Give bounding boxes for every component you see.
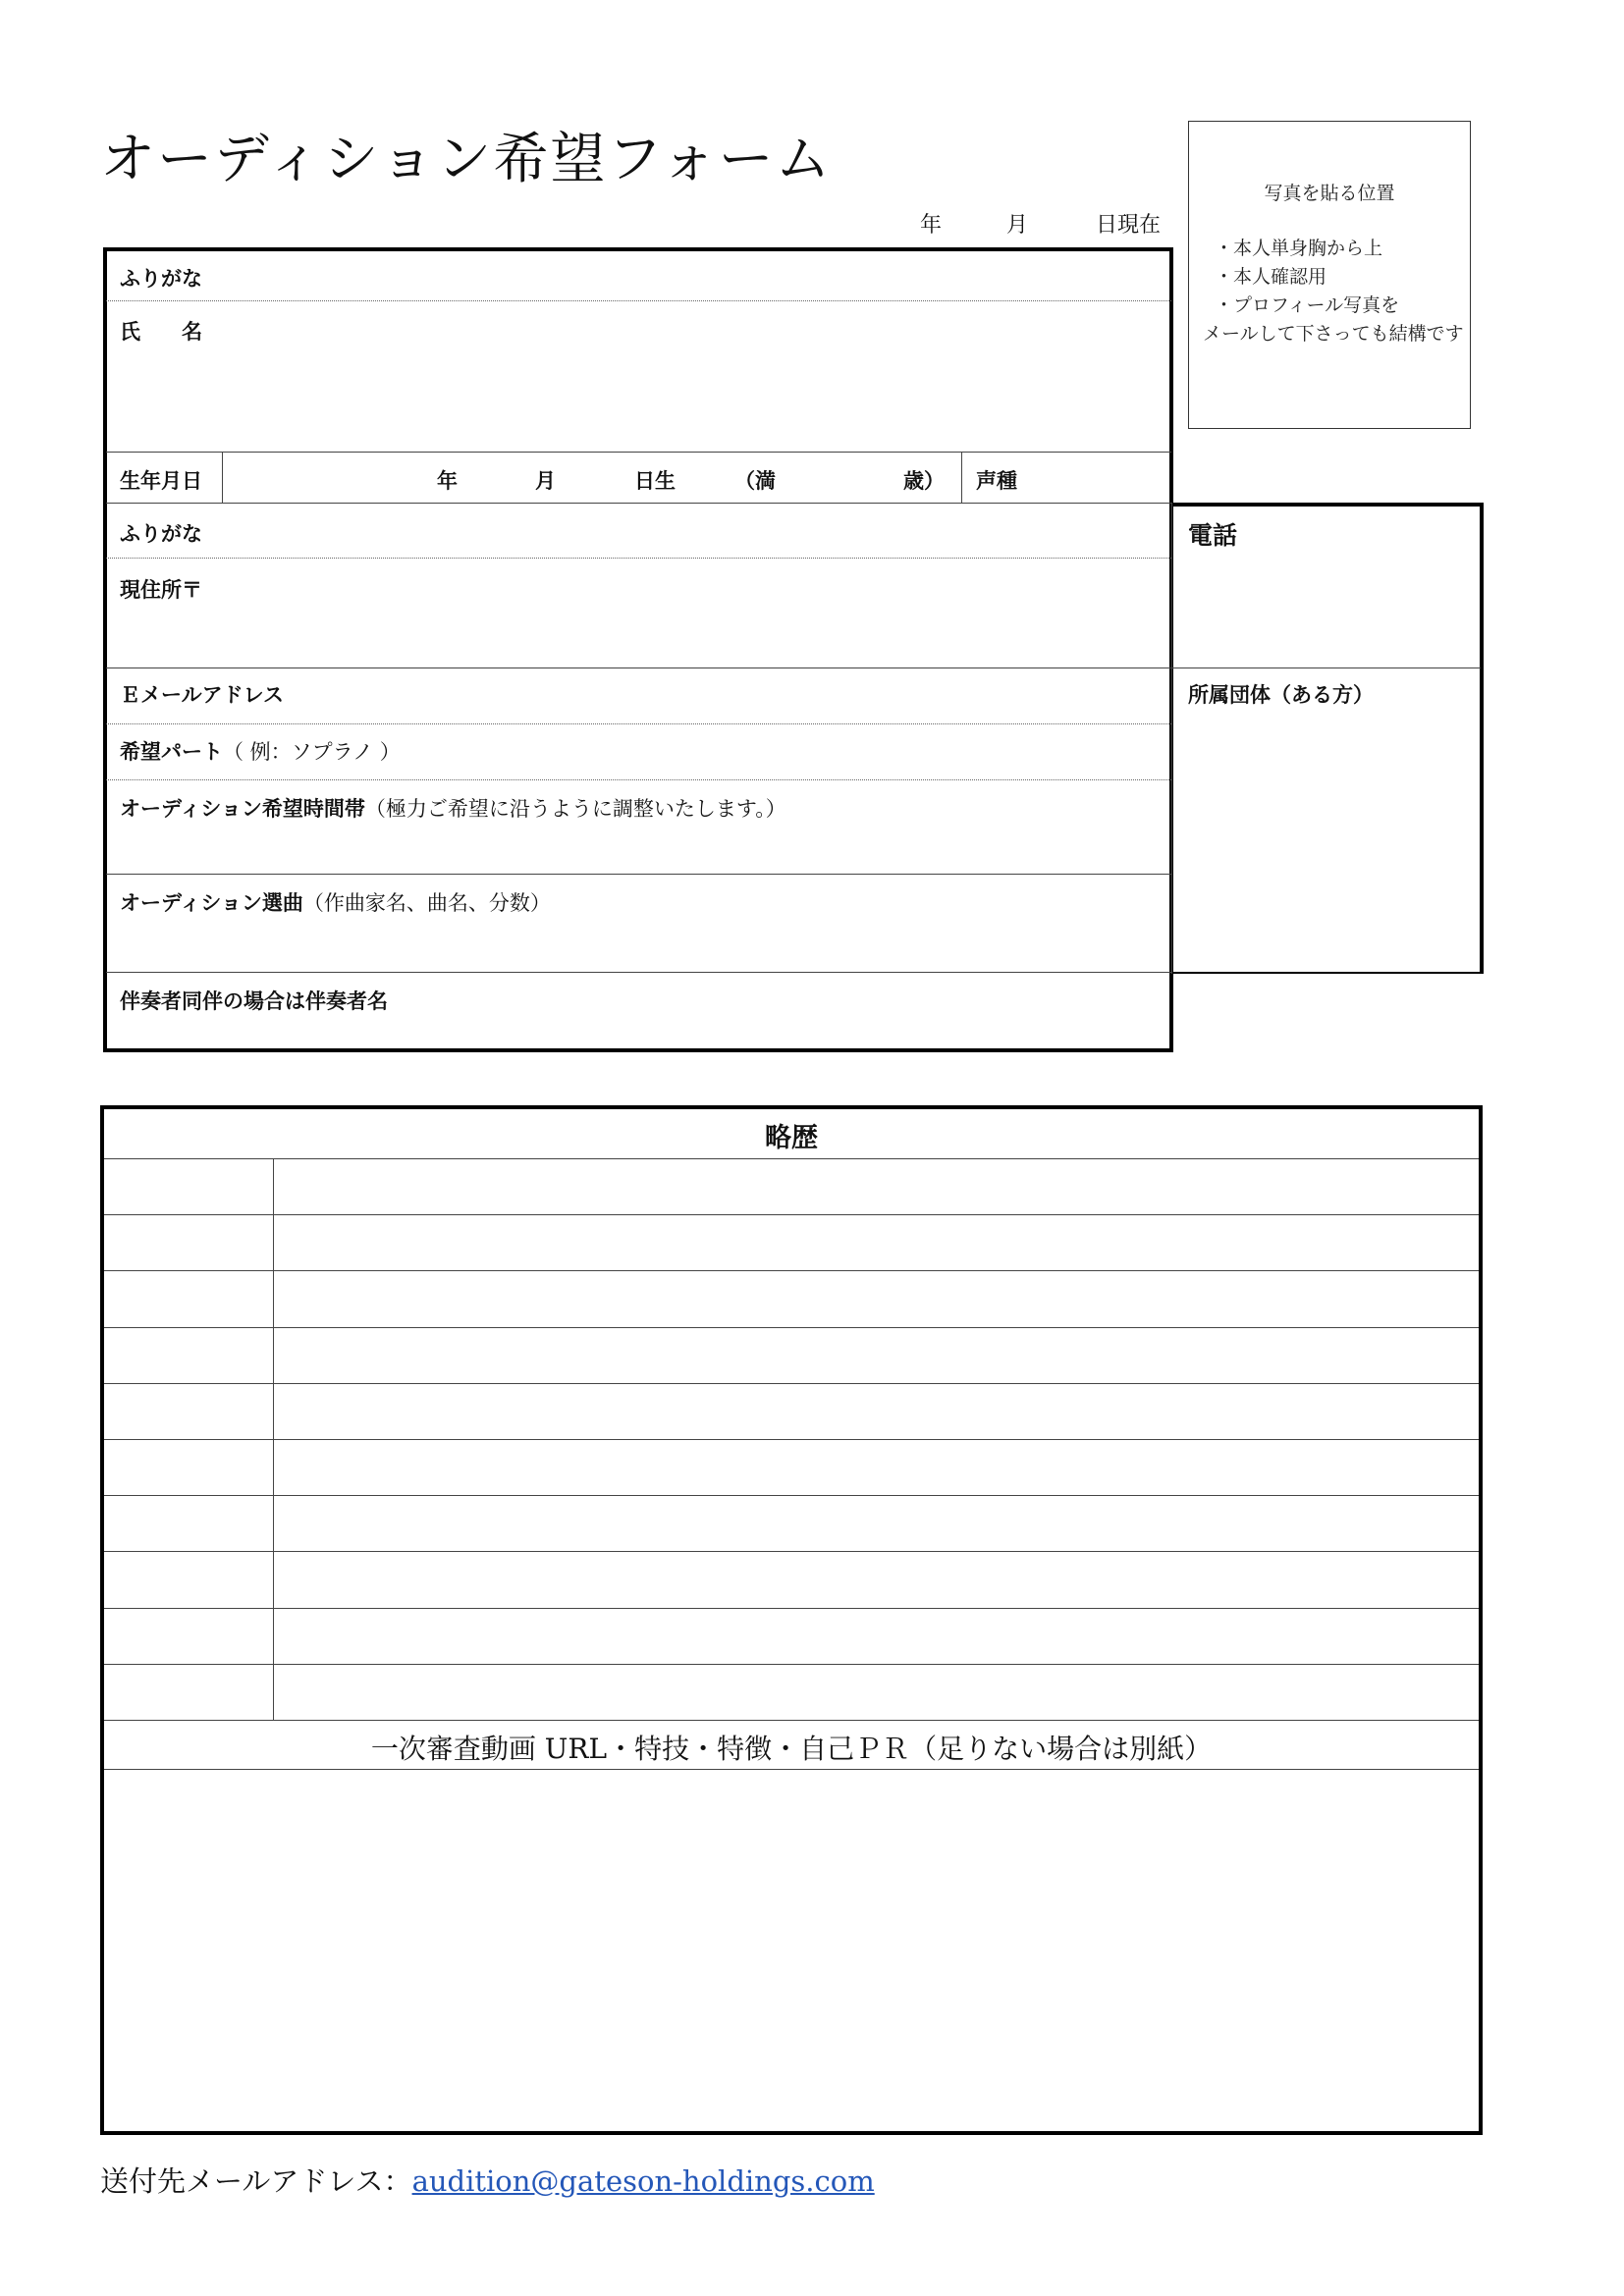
song-label-text: オーディション選曲 (120, 891, 303, 915)
history-entry-cell[interactable] (279, 1499, 1473, 1547)
row-divider (106, 874, 1171, 875)
age-open-label: （満 (734, 469, 776, 493)
row-divider (106, 972, 1171, 973)
affiliation-input[interactable] (1178, 711, 1473, 966)
photo-instruction: ・プロフィール写真を (1215, 294, 1400, 316)
pr-title: 一次審査動画 URL・特技・特徴・自己ＰＲ（足りない場合は別紙） (370, 1733, 1213, 1765)
birth-year-label: 年 (437, 469, 458, 493)
photo-instruction: メールして下さっても結構です (1203, 323, 1464, 345)
history-row-divider (104, 1439, 1479, 1440)
history-date-cell[interactable] (110, 1499, 267, 1547)
history-entry-cell[interactable] (279, 1331, 1473, 1379)
footer-email-link[interactable]: audition@gateson-holdings.com (411, 2164, 875, 2198)
history-date-cell[interactable] (110, 1555, 267, 1603)
time-label-text: オーディション希望時間帯 (120, 797, 365, 821)
history-date-cell[interactable] (110, 1274, 267, 1322)
history-row-divider (104, 1327, 1479, 1328)
row-divider (106, 667, 1481, 668)
part-label (120, 736, 401, 766)
history-entry-cell[interactable] (279, 1443, 1473, 1491)
history-entry-cell[interactable] (279, 1387, 1473, 1435)
history-col-divider (273, 1158, 274, 1720)
history-row-divider (104, 1495, 1479, 1496)
history-date-cell[interactable] (110, 1387, 267, 1435)
history-entry-cell[interactable] (279, 1555, 1473, 1603)
part-label-text: 希望パート (120, 740, 223, 764)
history-entry-cell[interactable] (279, 1162, 1473, 1210)
pr-input[interactable] (110, 1777, 1475, 2125)
row-divider (106, 503, 1171, 504)
birth-day-label: 日生 (634, 469, 676, 493)
birthdate-label: 生年月日 (120, 469, 202, 493)
song-note: （作曲家名、曲名、分数） (302, 891, 551, 915)
affiliation-label: 所属団体（ある方） (1188, 683, 1374, 707)
name-input[interactable] (110, 346, 1165, 444)
footer-label: 送付先メールアドレス： (100, 2164, 412, 2198)
history-date-cell[interactable] (110, 1331, 267, 1379)
history-row-divider (104, 1608, 1479, 1609)
date-year-label: 年 (920, 213, 943, 238)
history-row-divider (104, 1720, 1479, 1721)
phone-label: 電話 (1188, 521, 1238, 550)
photo-instruction: ・本人単身胸から上 (1215, 238, 1383, 259)
row-divider (106, 300, 1171, 301)
photo-placeholder[interactable] (1188, 121, 1471, 429)
voice-type-label: 声種 (976, 469, 1017, 493)
col-divider (222, 452, 223, 503)
history-row-divider (104, 1214, 1479, 1215)
photo-instruction: ・本人確認用 (1215, 266, 1327, 288)
name-label: 氏 名 (120, 320, 202, 344)
history-row-divider (104, 1383, 1479, 1384)
history-date-cell[interactable] (110, 1612, 267, 1660)
col-divider (961, 452, 962, 503)
history-title: 略歴 (765, 1123, 818, 1153)
email-label: Ｅメールアドレス (120, 683, 284, 707)
time-note: （極力ご希望に沿うように調整いたします。） (364, 797, 786, 821)
history-date-cell[interactable] (110, 1218, 267, 1266)
history-header-divider (104, 1158, 1479, 1159)
history-entry-cell[interactable] (279, 1612, 1473, 1660)
song-label (120, 887, 551, 917)
history-entry-cell[interactable] (279, 1274, 1473, 1322)
date-day-label: 日現在 (1096, 213, 1162, 238)
time-label (120, 793, 786, 823)
age-close-label: 歳） (903, 469, 945, 493)
pr-header-divider (104, 1769, 1479, 1770)
history-date-cell[interactable] (110, 1443, 267, 1491)
history-entry-cell[interactable] (279, 1668, 1473, 1716)
phone-input[interactable] (1178, 550, 1473, 660)
birth-month-label: 月 (535, 469, 556, 493)
address-furigana-label: ふりがな (120, 522, 202, 546)
col-divider (1171, 503, 1172, 974)
part-note: （ 例：ソプラノ ） (223, 740, 401, 764)
row-divider (106, 779, 1171, 780)
address-input[interactable] (110, 601, 1165, 662)
row-divider (106, 558, 1171, 559)
history-entry-cell[interactable] (279, 1218, 1473, 1266)
history-date-cell[interactable] (110, 1668, 267, 1716)
row-divider (106, 452, 1171, 453)
row-divider (106, 723, 1171, 724)
history-date-cell[interactable] (110, 1162, 267, 1210)
history-row-divider (104, 1664, 1479, 1665)
address-label: 現住所〒 (120, 578, 202, 602)
furigana-label: ふりがな (120, 267, 202, 291)
photo-box-title: 写真を貼る位置 (1264, 183, 1395, 204)
history-row-divider (104, 1270, 1479, 1271)
history-row-divider (104, 1551, 1479, 1552)
form-title: オーディション希望フォーム (100, 128, 833, 191)
accompanist-label: 伴奏者同伴の場合は伴奏者名 (120, 989, 388, 1013)
footer (100, 2160, 875, 2200)
date-month-label: 月 (1006, 213, 1029, 238)
